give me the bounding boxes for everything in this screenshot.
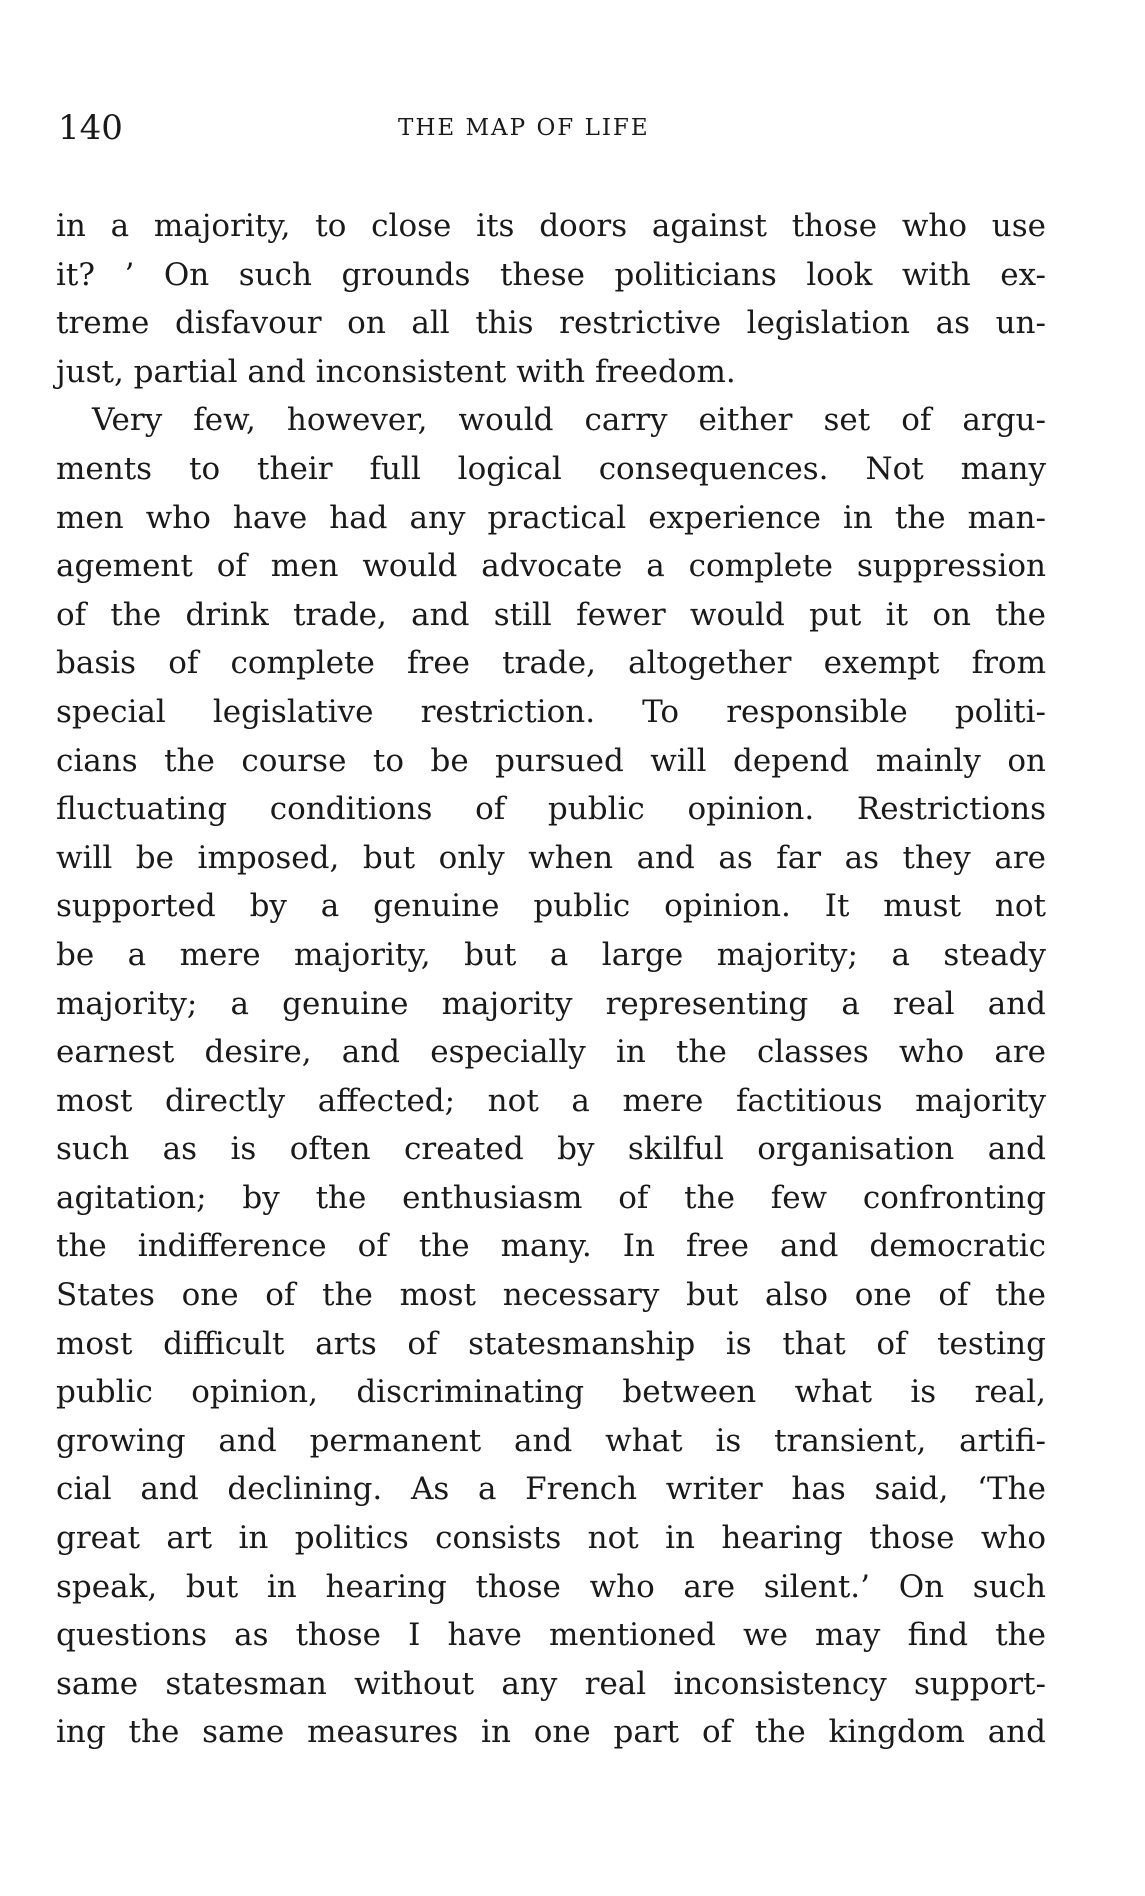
text-line: be a mere majority, but a large majority; a steady bbox=[56, 936, 1046, 973]
text-line: Very few, however, would carry either set of argu- bbox=[92, 402, 1046, 439]
text-line: treme disfavour on all this restrictive legislation as un- bbox=[56, 305, 1046, 342]
text-line: in a majority, to close its doors against those who use bbox=[56, 208, 1046, 244]
text-line: earnest desire, and especially in the classes who are bbox=[56, 1034, 1046, 1071]
running-title: THE MAP OF LIFE bbox=[398, 115, 650, 141]
text-line: same statesman without any real inconsistency support- bbox=[56, 1665, 1046, 1702]
text-line: ing the same measures in one part of the kingdom and bbox=[56, 1714, 1046, 1751]
text-line: basis of complete free trade, altogether exempt from bbox=[56, 645, 1046, 682]
text-line: most directly affected; not a mere factitious majority bbox=[56, 1082, 1046, 1119]
text-line: questions as those I have mentioned we may find the bbox=[56, 1617, 1046, 1654]
running-head bbox=[58, 108, 1048, 148]
text-line: agement of men would advocate a complete suppression bbox=[56, 548, 1046, 585]
text-line: special legislative restriction. To responsible politi- bbox=[56, 693, 1046, 730]
text-line: most difficult arts of statesmanship is that of testing bbox=[56, 1325, 1046, 1362]
text-line: cial and declining. As a French writer has said, ‘The bbox=[56, 1471, 1046, 1508]
page-number: 140 bbox=[58, 108, 123, 148]
text-line: cians the course to be pursued will depend mainly on bbox=[56, 742, 1046, 779]
text-line: public opinion, discriminating between what is real, bbox=[56, 1374, 1046, 1411]
text-line: it? ’ On such grounds these politicians look with ex- bbox=[56, 256, 1046, 293]
body-text bbox=[56, 202, 1046, 1757]
text-line: growing and permanent and what is transient, artifi- bbox=[56, 1422, 1046, 1459]
text-line: ments to their full logical consequences. Not many bbox=[56, 450, 1046, 487]
text-line: will be imposed, but only when and as far as they are bbox=[56, 839, 1046, 876]
text-line: agitation; by the enthusiasm of the few confronting bbox=[56, 1179, 1046, 1216]
text-line: great art in politics consists not in hearing those who bbox=[56, 1520, 1046, 1557]
text-line: men who have had any practical experience in the man- bbox=[56, 499, 1046, 536]
text-line: speak, but in hearing those who are silent.’ On such bbox=[56, 1568, 1046, 1605]
text-line: such as is often created by skilful organisation and bbox=[56, 1131, 1046, 1168]
text-line: of the drink trade, and still fewer would put it on the bbox=[56, 596, 1046, 633]
text-line: the indifference of the many. In free and democratic bbox=[56, 1228, 1046, 1265]
text-line: supported by a genuine public opinion. It must not bbox=[56, 888, 1046, 925]
text-line: just, partial and inconsistent with freedom. bbox=[56, 353, 736, 390]
text-line: majority; a genuine majority representing a real and bbox=[56, 985, 1046, 1022]
text-line: States one of the most necessary but also one of the bbox=[56, 1277, 1046, 1314]
text-line: fluctuating conditions of public opinion. Restrictions bbox=[56, 791, 1046, 828]
